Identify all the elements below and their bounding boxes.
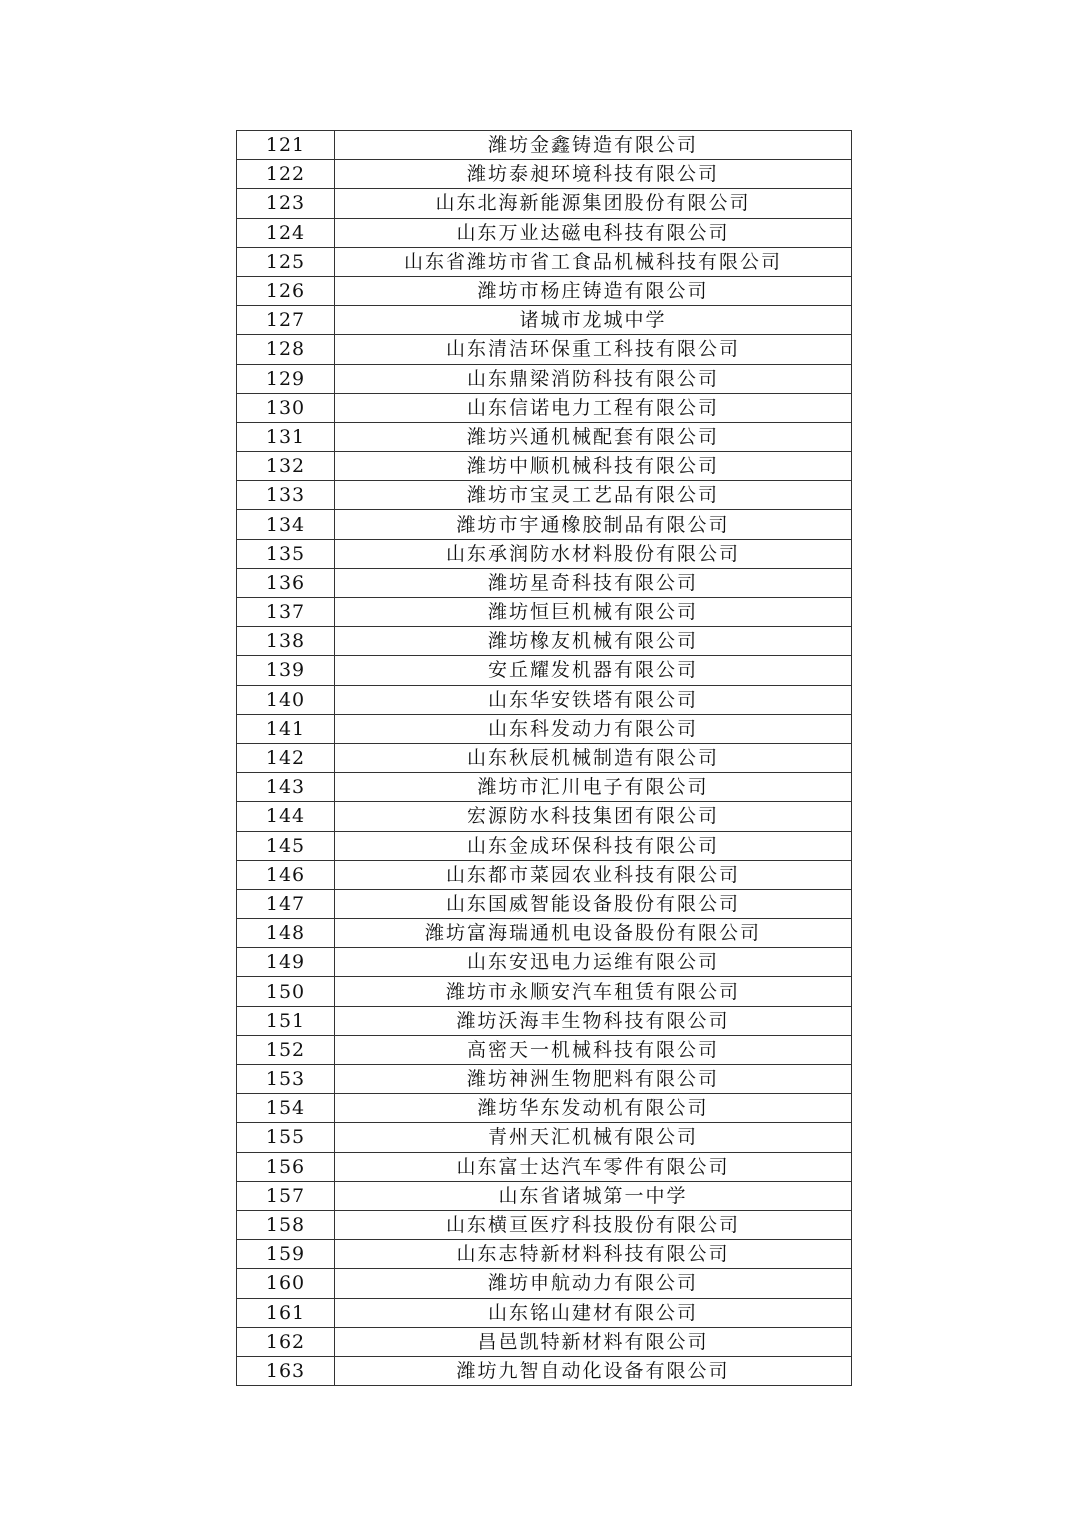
row-number-cell: 136 <box>237 568 335 597</box>
company-name-cell: 潍坊市宝灵工艺品有限公司 <box>335 481 852 510</box>
company-name-cell: 潍坊沃海丰生物科技有限公司 <box>335 1006 852 1035</box>
company-name-cell: 潍坊泰昶环境科技有限公司 <box>335 160 852 189</box>
company-name-cell: 山东省潍坊市省工食品机械科技有限公司 <box>335 247 852 276</box>
row-number-cell: 129 <box>237 364 335 393</box>
company-name-cell: 山东国威智能设备股份有限公司 <box>335 889 852 918</box>
company-name-cell: 潍坊橡友机械有限公司 <box>335 627 852 656</box>
table-row <box>237 510 852 539</box>
row-number-cell: 153 <box>237 1065 335 1094</box>
table-row <box>237 218 852 247</box>
company-name-cell: 潍坊市永顺安汽车租赁有限公司 <box>335 977 852 1006</box>
table-row <box>237 1152 852 1181</box>
company-list-sheet <box>236 130 852 1386</box>
table-row <box>237 1356 852 1385</box>
table-row <box>237 743 852 772</box>
company-name-cell: 潍坊恒巨机械有限公司 <box>335 598 852 627</box>
table-row <box>237 393 852 422</box>
company-table <box>236 130 852 1386</box>
table-row <box>237 656 852 685</box>
table-row <box>237 714 852 743</box>
company-name-cell: 山东信诺电力工程有限公司 <box>335 393 852 422</box>
row-number-cell: 134 <box>237 510 335 539</box>
row-number-cell: 154 <box>237 1094 335 1123</box>
table-row <box>237 1065 852 1094</box>
row-number-cell: 148 <box>237 919 335 948</box>
table-row <box>237 802 852 831</box>
table-row <box>237 1181 852 1210</box>
table-row <box>237 481 852 510</box>
table-row <box>237 306 852 335</box>
table-row <box>237 889 852 918</box>
table-row <box>237 773 852 802</box>
company-name-cell: 山东鼎梁消防科技有限公司 <box>335 364 852 393</box>
table-row <box>237 860 852 889</box>
row-number-cell: 158 <box>237 1210 335 1239</box>
company-name-cell: 山东万业达磁电科技有限公司 <box>335 218 852 247</box>
company-name-cell: 潍坊华东发动机有限公司 <box>335 1094 852 1123</box>
table-row <box>237 1298 852 1327</box>
row-number-cell: 122 <box>237 160 335 189</box>
table-row <box>237 598 852 627</box>
row-number-cell: 152 <box>237 1035 335 1064</box>
table-row <box>237 335 852 364</box>
table-row <box>237 627 852 656</box>
row-number-cell: 156 <box>237 1152 335 1181</box>
company-name-cell: 潍坊富海瑞通机电设备股份有限公司 <box>335 919 852 948</box>
company-name-cell: 山东北海新能源集团股份有限公司 <box>335 189 852 218</box>
table-row <box>237 919 852 948</box>
row-number-cell: 137 <box>237 598 335 627</box>
company-name-cell: 潍坊金鑫铸造有限公司 <box>335 131 852 160</box>
table-row <box>237 1269 852 1298</box>
row-number-cell: 145 <box>237 831 335 860</box>
row-number-cell: 121 <box>237 131 335 160</box>
company-name-cell: 潍坊星奇科技有限公司 <box>335 568 852 597</box>
row-number-cell: 135 <box>237 539 335 568</box>
row-number-cell: 125 <box>237 247 335 276</box>
table-row <box>237 1035 852 1064</box>
company-name-cell: 山东省诸城第一中学 <box>335 1181 852 1210</box>
company-name-cell: 潍坊市杨庄铸造有限公司 <box>335 276 852 305</box>
company-name-cell: 山东安迅电力运维有限公司 <box>335 948 852 977</box>
row-number-cell: 149 <box>237 948 335 977</box>
row-number-cell: 131 <box>237 422 335 451</box>
company-name-cell: 潍坊市宇通橡胶制品有限公司 <box>335 510 852 539</box>
table-row <box>237 364 852 393</box>
table-row <box>237 831 852 860</box>
company-name-cell: 潍坊市汇川电子有限公司 <box>335 773 852 802</box>
company-table-body <box>237 131 852 1386</box>
row-number-cell: 160 <box>237 1269 335 1298</box>
company-name-cell: 潍坊兴通机械配套有限公司 <box>335 422 852 451</box>
table-row <box>237 1123 852 1152</box>
company-name-cell: 山东铭山建材有限公司 <box>335 1298 852 1327</box>
company-name-cell: 青州天汇机械有限公司 <box>335 1123 852 1152</box>
row-number-cell: 128 <box>237 335 335 364</box>
row-number-cell: 151 <box>237 1006 335 1035</box>
row-number-cell: 162 <box>237 1327 335 1356</box>
company-name-cell: 诸城市龙城中学 <box>335 306 852 335</box>
row-number-cell: 142 <box>237 743 335 772</box>
company-name-cell: 潍坊神洲生物肥料有限公司 <box>335 1065 852 1094</box>
company-name-cell: 安丘耀发机器有限公司 <box>335 656 852 685</box>
row-number-cell: 147 <box>237 889 335 918</box>
company-name-cell: 山东都市菜园农业科技有限公司 <box>335 860 852 889</box>
company-name-cell: 昌邑凯特新材料有限公司 <box>335 1327 852 1356</box>
table-row <box>237 568 852 597</box>
company-name-cell: 高密天一机械科技有限公司 <box>335 1035 852 1064</box>
company-name-cell: 山东富士达汽车零件有限公司 <box>335 1152 852 1181</box>
table-row <box>237 131 852 160</box>
table-row <box>237 1094 852 1123</box>
table-row <box>237 685 852 714</box>
row-number-cell: 157 <box>237 1181 335 1210</box>
table-row <box>237 1210 852 1239</box>
table-row <box>237 189 852 218</box>
company-name-cell: 山东华安铁塔有限公司 <box>335 685 852 714</box>
company-name-cell: 潍坊中顺机械科技有限公司 <box>335 452 852 481</box>
company-name-cell: 山东科发动力有限公司 <box>335 714 852 743</box>
row-number-cell: 163 <box>237 1356 335 1385</box>
table-row <box>237 1327 852 1356</box>
table-row <box>237 1006 852 1035</box>
row-number-cell: 139 <box>237 656 335 685</box>
company-name-cell: 宏源防水科技集团有限公司 <box>335 802 852 831</box>
row-number-cell: 138 <box>237 627 335 656</box>
company-name-cell: 潍坊九智自动化设备有限公司 <box>335 1356 852 1385</box>
row-number-cell: 159 <box>237 1240 335 1269</box>
table-row <box>237 276 852 305</box>
company-name-cell: 山东清洁环保重工科技有限公司 <box>335 335 852 364</box>
company-name-cell: 山东承润防水材料股份有限公司 <box>335 539 852 568</box>
row-number-cell: 123 <box>237 189 335 218</box>
table-row <box>237 539 852 568</box>
table-row <box>237 422 852 451</box>
row-number-cell: 144 <box>237 802 335 831</box>
table-row <box>237 247 852 276</box>
row-number-cell: 130 <box>237 393 335 422</box>
company-name-cell: 山东横亘医疗科技股份有限公司 <box>335 1210 852 1239</box>
company-name-cell: 潍坊申航动力有限公司 <box>335 1269 852 1298</box>
table-row <box>237 977 852 1006</box>
table-row <box>237 1240 852 1269</box>
row-number-cell: 146 <box>237 860 335 889</box>
company-name-cell: 山东志特新材料科技有限公司 <box>335 1240 852 1269</box>
table-row <box>237 452 852 481</box>
row-number-cell: 155 <box>237 1123 335 1152</box>
row-number-cell: 126 <box>237 276 335 305</box>
company-name-cell: 山东金成环保科技有限公司 <box>335 831 852 860</box>
row-number-cell: 161 <box>237 1298 335 1327</box>
company-name-cell: 山东秋辰机械制造有限公司 <box>335 743 852 772</box>
row-number-cell: 132 <box>237 452 335 481</box>
row-number-cell: 127 <box>237 306 335 335</box>
table-row <box>237 160 852 189</box>
row-number-cell: 140 <box>237 685 335 714</box>
table-row <box>237 948 852 977</box>
row-number-cell: 143 <box>237 773 335 802</box>
row-number-cell: 133 <box>237 481 335 510</box>
row-number-cell: 141 <box>237 714 335 743</box>
row-number-cell: 124 <box>237 218 335 247</box>
row-number-cell: 150 <box>237 977 335 1006</box>
